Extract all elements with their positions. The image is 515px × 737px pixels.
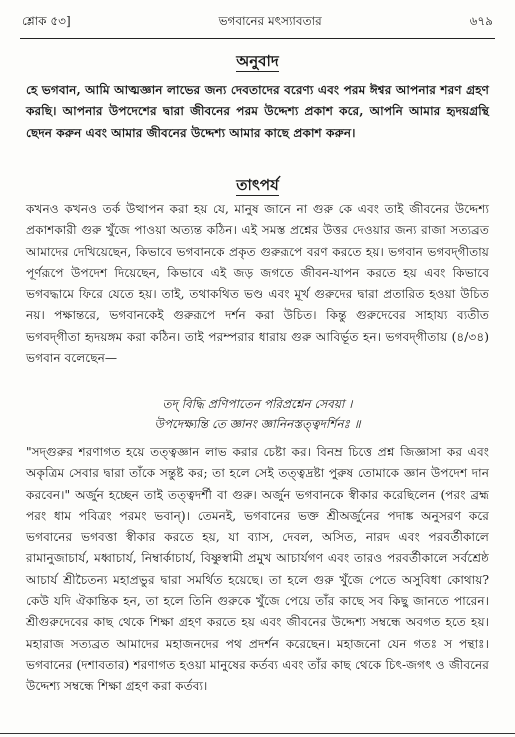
- header-chapter-title: ভগবানের মৎস্যাবতার: [218, 14, 322, 28]
- gita-verse-line-1: তদ্ বিদ্ধি প্রণিপাতেন পরিপ্রশ্নেন সেবয়া ।: [162, 397, 353, 411]
- running-header: [22, 14, 493, 32]
- translation-text: হে ভগবান, আমি আত্মজ্ঞান লাভের জন্য দেবতাদের বরেণ্য এবং পরম ঈশ্বর আপনার শরণ গ্রহণ করছি। আপনার উপদেশের দ্বারা জীবনের পরম উদ্দেশ্য প্রকাশ করে, আপনি আমার হৃদয়গ্রন্থি ছেদন করুন এবং আমার জীবনের উদ্দেশ্য আমার কাছে প্রকাশ করুন।: [26, 83, 489, 140]
- purport-paragraph-2: "সদ্‌গুরুর শরণাগত হয়ে তত্ত্বজ্ঞান লাভ করার চেষ্টা কর। বিনম্র চিত্তে প্রশ্ন জিজ্ঞাসা কর এবং অকৃত্রিম সেবার দ্বারা তাঁকে সন্তুষ্ট কর; তা হলে সেই তত্ত্বদ্রষ্টা পুরুষ তোমাকে জ্ঞান উপদেশ দান করবেন।" অর্জুন হচ্ছেন তাই তত্ত্বদর্শী বা গুরু। অর্জুন ভগবানকে স্বীকার করেছিলেন (পরং ব্রহ্ম পরং ধাম পবিত্রং পরমং ভবান্)। তেমনই, ভগবানের ভক্ত শ্রীঅর্জুনের পদাঙ্ক অনুসরণ করে ভগবানের ভগবত্তা স্বীকার করতে হয়, যা ব্যাস, দেবল, অসিত, নারদ এবং পরবর্তীকালে রামানুজাচার্য, মধ্বাচার্য, নিম্বার্কাচার্য, বিষ্ণুস্বামী প্রমুখ আচার্যগণ এবং তারও পরবর্তীকালে সর্বশ্রেষ্ঠ আচার্য শ্রীচৈতন্য মহাপ্রভুর দ্বারা সমর্থিত হয়েছে। তা হলে গুরু খুঁজে পেতে অসুবিধা কোথায়? কেউ যদি ঐকান্তিক হন, তা হলে তিনি গুরুকে খুঁজে পেয়ে তাঁর কাছে সব কিছু জানতে পারেন। শ্রীগুরুদেবের কাছ থেকে শিক্ষা গ্রহণ করতে হয় এবং জীবনের উদ্দেশ্য সম্বন্ধে অবগত হতে হয়। মহারাজ সত্যব্রত আমাদের মহাজনদের পথ প্রদর্শন করেছেন। মহাজনো যেন গতঃ স পন্থাঃ। ভগবানের (দশাবতার) শরণাগত হওয়া মানুষের কর্তব্য এবং তাঁর কাছ থেকে চিৎ-জগৎ ও জীবনের উদ্দেশ্য সম্বন্ধে শিক্ষা গ্রহণ করা কর্তব্য।: [26, 445, 489, 694]
- purport-heading: তাৎপর্য: [236, 176, 279, 194]
- page-bottom-edge: [0, 733, 515, 734]
- header-verse-ref: শ্লোক ৫৩]: [22, 14, 71, 28]
- translation-heading: অনুবাদ: [236, 52, 279, 70]
- header-page-number: ৬৭৯: [469, 14, 493, 28]
- purport-paragraph-1: কখনও কখনও তর্ক উত্থাপন করা হয় যে, মানুষ জানে না গুরু কে এবং তাই জীবনের উদ্দেশ্য প্রকাশকারী গুরু খুঁজে পাওয়া অত্যন্ত কঠিন। এই সমস্ত প্রশ্নের উত্তর দেওয়ার জন্য রাজা সত্যব্রত আমাদের দেখিয়েছেন, কিভাবে ভগবানকে প্রকৃত গুরুরূপে বরণ করতে হয়। ভগবান ভগবদ্‌গীতায় পূর্ণরূপে উপদেশ দিয়েছেন, কিভাবে এই জড় জগতে জীবন-যাপন করতে হয় এবং কিভাবে ভগবদ্ধামে ফিরে যেতে হয়। তাই, তথাকথিত ভণ্ড এবং মূর্খ গুরুদের দ্বারা প্রতারিত হওয়া উচিত নয়। পক্ষান্তরে, ভগবানকেই গুরুরূপে দর্শন করা উচিত। কিন্তু গুরুদেবের সাহায্য ব্যতীত ভগবদ্‌গীতা হৃদয়ঙ্গম করা কঠিন। তাই পরম্পরার ধারায় গুরু আবির্ভূত হন। ভগবদ্‌গীতায় (৪/৩৪) ভগবান বলেছেন—: [26, 202, 489, 366]
- header-rule: [20, 38, 495, 39]
- gita-verse-line-2: উপদেক্ষ্যন্তি তে জ্ঞানং জ্ঞানিনস্তত্ত্বদর্শিনঃ ॥: [154, 417, 361, 431]
